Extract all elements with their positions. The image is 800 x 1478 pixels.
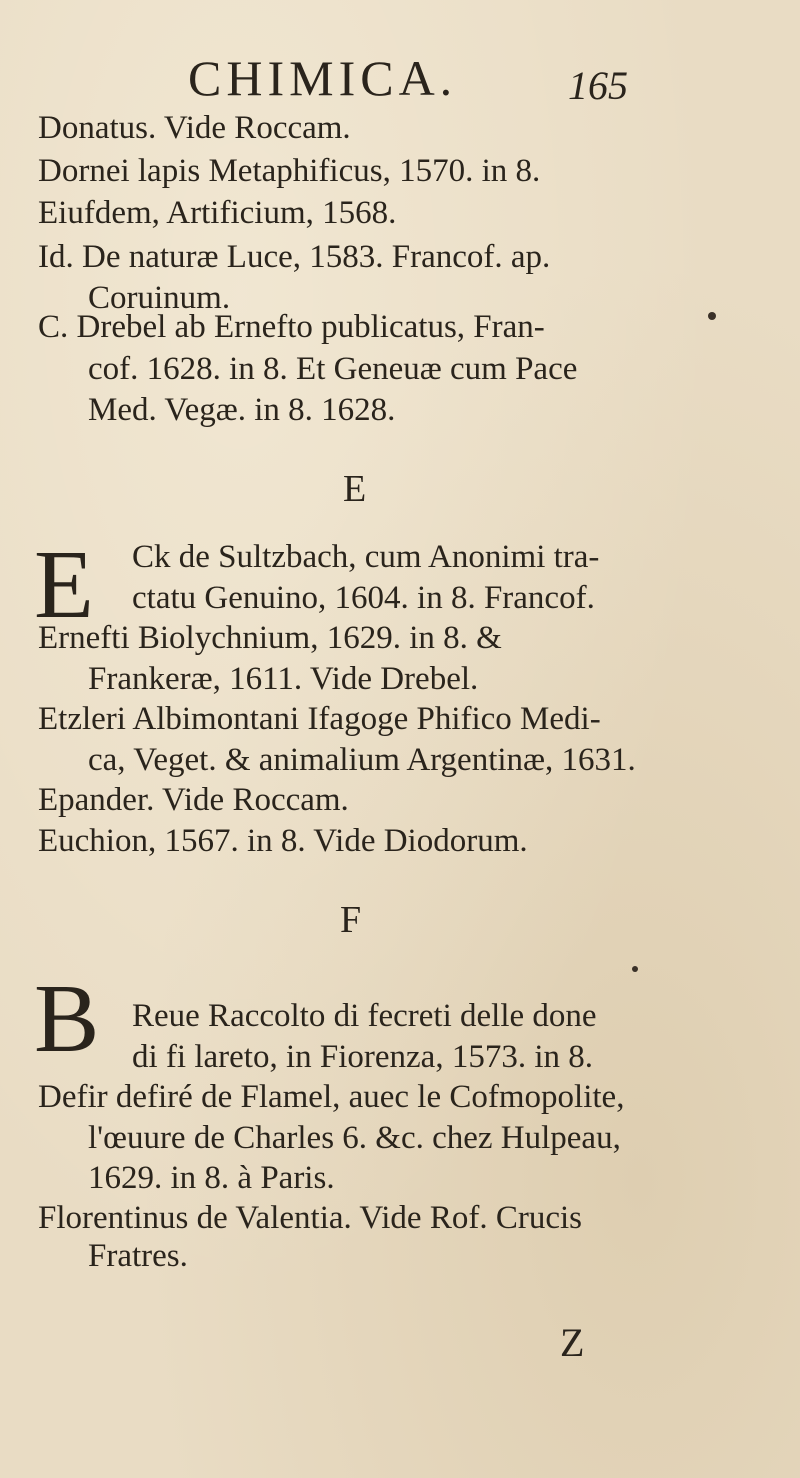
entry-line: Defir defiré de Flamel, auec le Cofmopolite,	[38, 1079, 625, 1115]
drop-cap-e: E	[34, 531, 94, 639]
entry-line: l'œuure de Charles 6. &c. chez Hulpeau,	[88, 1120, 621, 1156]
entry-line: Epander. Vide Roccam.	[38, 782, 349, 818]
entry-line: Ck de Sultzbach, cum Anonimi tra-	[132, 539, 600, 575]
running-title: CHIMICA.	[188, 50, 458, 106]
entry-line: Etzleri Albimontani Ifagoge Phifico Medi-	[38, 701, 601, 737]
entry-line: Fratres.	[88, 1238, 188, 1274]
entry-line: Coruinum.	[88, 280, 231, 316]
entry-line: Dornei lapis Metaphificus, 1570. in 8.	[38, 153, 541, 189]
entry-line: di fi lareto, in Fiorenza, 1573. in 8.	[132, 1039, 593, 1075]
ink-speck	[632, 966, 638, 972]
entry-line: Med. Vegæ. in 8. 1628.	[88, 392, 396, 428]
ink-speck	[708, 312, 716, 320]
entry-line: C. Drebel ab Ernefto publicatus, Fran-	[38, 309, 545, 345]
entry-line: Euchion, 1567. in 8. Vide Diodorum.	[38, 823, 528, 859]
entry-line: ctatu Genuino, 1604. in 8. Francof.	[132, 580, 595, 616]
entry-line: Donatus. Vide Roccam.	[38, 110, 351, 146]
section-letter-e: E	[343, 468, 367, 510]
entry-line: Eiufdem, Artificium, 1568.	[38, 195, 397, 231]
entry-line: cof. 1628. in 8. Et Geneuæ cum Pace	[88, 351, 578, 387]
entry-line: Id. De naturæ Luce, 1583. Francof. ap.	[38, 239, 551, 275]
entry-line: ca, Veget. & animalium Argentinæ, 1631.	[88, 742, 636, 778]
section-letter-f: F	[340, 899, 362, 941]
catchword: Z	[560, 1320, 585, 1365]
drop-cap-b: B	[34, 965, 100, 1073]
entry-line: Florentinus de Valentia. Vide Rof. Crucis	[38, 1200, 582, 1236]
entry-line: Frankeræ, 1611. Vide Drebel.	[88, 661, 479, 697]
entry-line: Reue Raccolto di fecreti delle done	[132, 998, 597, 1034]
entry-line: Ernefti Biolychnium, 1629. in 8. &	[38, 620, 502, 656]
entry-line: 1629. in 8. à Paris.	[88, 1160, 335, 1196]
page-header	[188, 48, 708, 108]
page-number: 165	[568, 63, 628, 108]
